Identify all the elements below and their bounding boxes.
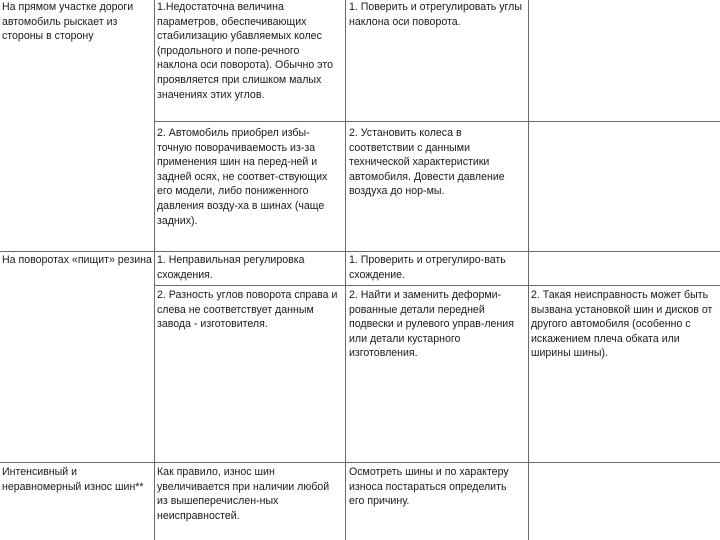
remedy-cell: 2. Найти и заменить деформи- рованные детали передней подвески и рулевого управ-ления или детали кустарного изготовления. xyxy=(349,289,514,360)
row-border xyxy=(155,121,720,122)
cause-cell: Как правило, износ шин увеличивается при наличии любой из вышеперечислен-ных неисправностей. xyxy=(157,466,330,522)
cause-cell: 2. Разность углов поворота справа и слева не соответствует данным завода - изготовителя. xyxy=(157,289,338,331)
symptom-cell: Интенсивный и неравномерный износ шин** xyxy=(2,466,144,493)
row-border xyxy=(0,462,720,463)
row-border xyxy=(0,251,720,252)
cause-cell: 2. Автомобиль приобрел избы- точную поворачиваемость из-за применения шин на перед-ней и задней осях, не соответ-ствующих его модели, либо пониженного давления возду-ха в шинах (чаще задних). xyxy=(157,127,328,227)
remedy-cell: Осмотреть шины и по характеру износа постараться определить его причину. xyxy=(349,466,509,508)
column-border xyxy=(345,0,346,540)
cause-cell: 1.Недостаточна величина параметров, обеспечивающих стабилизацию убавляемых колес (продольного и попе-речного наклона оси поворота). Обычно это проявляется при слишком малых значениях этих углов. xyxy=(157,1,333,101)
remedy-cell: 1. Проверить и отрегулиро-вать схождение. xyxy=(349,254,506,281)
note-cell: 2. Такая неисправность может быть вызвана установкой шин и дисков от другого автомобиля (особенно с искажением плеча обката или ширины шины). xyxy=(531,289,713,360)
row-border xyxy=(155,285,720,286)
cause-cell: 1. Неправильная регулировка схождения. xyxy=(157,254,305,281)
symptom-cell: На прямом участке дороги автомобиль рыскает из стороны в сторону xyxy=(2,1,134,43)
remedy-cell: 2. Установить колеса в соответствии с данными технической характеристики автомобиля. Довести давление воздуха до нор-мы. xyxy=(349,127,505,198)
symptom-cell: На поворотах «пищит» резина xyxy=(2,254,152,266)
remedy-cell: 1. Поверить и отрегулировать углы наклона оси поворота. xyxy=(349,1,522,28)
column-border xyxy=(154,0,155,540)
